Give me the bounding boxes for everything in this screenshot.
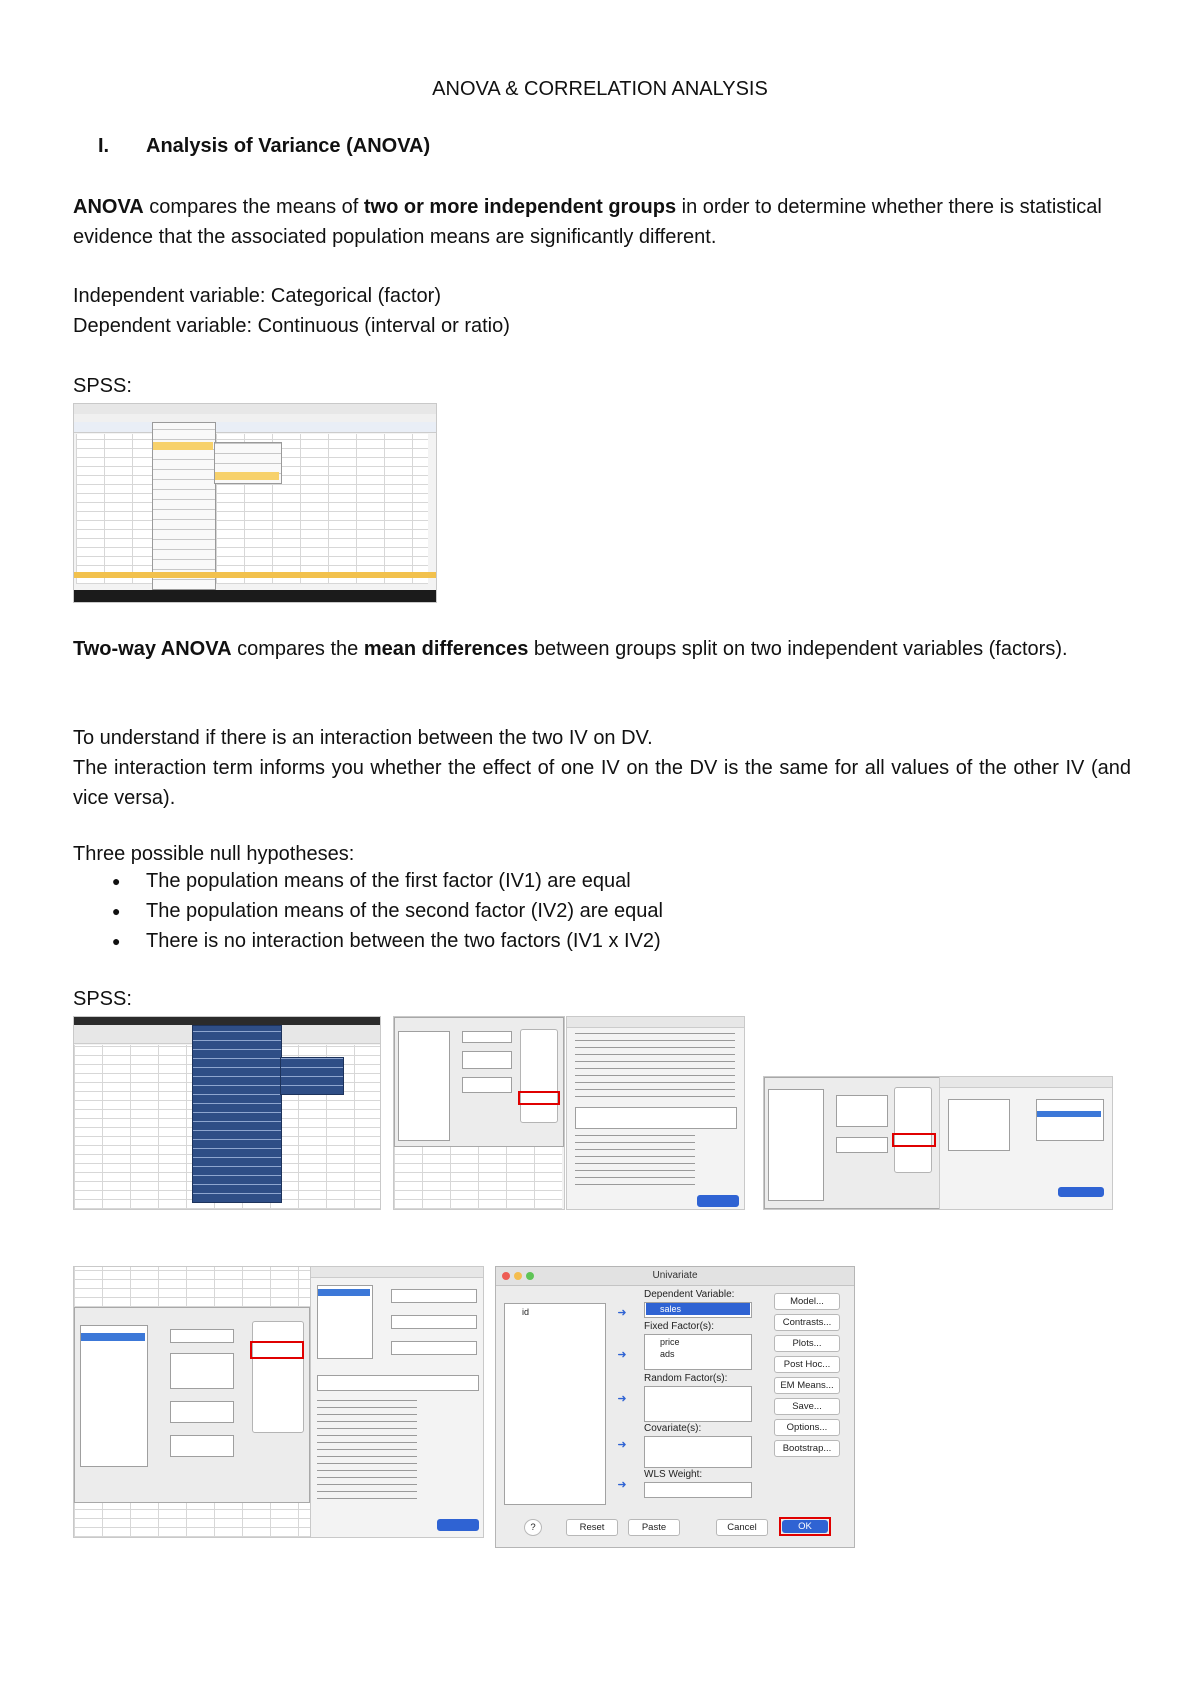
dependent-variable-label: Dependent Variable: <box>644 1289 735 1300</box>
section-number: I. <box>98 135 110 157</box>
spss-label-1: SPSS: <box>73 375 132 397</box>
contrasts-button[interactable]: Contrasts... <box>774 1314 840 1331</box>
ok-button[interactable]: OK <box>782 1520 828 1533</box>
section-heading <box>98 135 430 158</box>
spss-general-linear-model-menu-screenshot <box>73 1016 381 1210</box>
fixed-factor-item[interactable]: price <box>660 1337 680 1347</box>
anova-term: ANOVA <box>73 196 144 218</box>
interaction-intro-line: To understand if there is an interaction between the two IV on DV. <box>73 727 653 749</box>
wls-weight-label: WLS Weight: <box>644 1469 703 1480</box>
move-to-wls-arrow-icon[interactable]: ➜ <box>617 1479 627 1491</box>
fixed-factor-item[interactable]: ads <box>660 1349 675 1359</box>
help-button[interactable]: ? <box>524 1519 542 1536</box>
hypotheses-intro: Three possible null hypotheses: <box>73 843 355 865</box>
options-button[interactable]: Options... <box>774 1419 840 1436</box>
univariate-dialog <box>495 1266 855 1548</box>
hypotheses-list <box>100 866 663 956</box>
maximize-window-icon[interactable] <box>526 1272 534 1280</box>
spss-estimated-marginal-means-screenshot <box>939 1076 1113 1210</box>
paste-button[interactable]: Paste <box>628 1519 680 1536</box>
two-way-anova-term: Two-way ANOVA <box>73 638 232 660</box>
model-button[interactable]: Model... <box>774 1293 840 1310</box>
cancel-button[interactable]: Cancel <box>716 1519 768 1536</box>
p1-text-a: compares the means of <box>143 196 364 218</box>
p1-bold-b: two or more independent groups <box>363 196 677 218</box>
wls-weight-field[interactable] <box>644 1482 752 1498</box>
ok-highlight-box <box>779 1517 831 1536</box>
p2-bold-b: mean differences <box>363 638 529 660</box>
p2-text-a: compares the <box>231 638 364 660</box>
plots-button[interactable]: Plots... <box>774 1335 840 1352</box>
source-variable-item[interactable]: id <box>522 1307 530 1317</box>
spss-univariate-dialog-plots-button-screenshot <box>73 1266 311 1538</box>
move-to-fixed-factor-arrow-icon[interactable]: ➜ <box>617 1349 627 1361</box>
spss-options-dialog-screenshot <box>566 1016 745 1210</box>
p2-text-c: between groups split on two independent variables (factors). <box>528 638 1068 660</box>
hypothesis-item: ● There is no interaction between the two factors (IV1 x IV2) <box>100 926 663 956</box>
anova-definition-paragraph <box>73 192 1131 252</box>
spss-univariate-plots-dialog-screenshot <box>763 1076 941 1210</box>
spss-analyze-menu-screenshot <box>73 403 437 603</box>
post-hoc-button[interactable]: Post Hoc... <box>774 1356 840 1373</box>
random-factors-list[interactable] <box>644 1386 752 1422</box>
bootstrap-button[interactable]: Bootstrap... <box>774 1440 840 1457</box>
interaction-term-paragraph: The interaction term informs you whether the effect of one IV on the DV is the same for all values of the other IV (and vice versa). <box>73 757 1131 809</box>
spss-univariate-dialog-screenshot-small <box>393 1016 565 1210</box>
hypothesis-item: ● The population means of the second factor (IV2) are equal <box>100 896 663 926</box>
dependent-variable-value[interactable]: sales <box>646 1303 750 1315</box>
spss-profile-plots-dialog-screenshot <box>310 1266 484 1538</box>
section-heading-text: Analysis of Variance (ANOVA) <box>146 135 431 157</box>
dependent-variable-line: Dependent variable: Continuous (interval or ratio) <box>73 315 510 337</box>
save-button[interactable]: Save... <box>774 1398 840 1415</box>
move-to-dependent-arrow-icon[interactable]: ➜ <box>617 1307 627 1319</box>
source-variable-list[interactable] <box>504 1303 606 1505</box>
minimize-window-icon[interactable] <box>514 1272 522 1280</box>
covariates-list[interactable] <box>644 1436 752 1468</box>
document-title: ANOVA & CORRELATION ANALYSIS <box>432 78 768 100</box>
covariates-label: Covariate(s): <box>644 1423 702 1434</box>
fixed-factors-label: Fixed Factor(s): <box>644 1321 715 1332</box>
move-to-covariate-arrow-icon[interactable]: ➜ <box>617 1439 627 1451</box>
independent-variable-line: Independent variable: Categorical (factor) <box>73 285 441 307</box>
univariate-title: Univariate <box>496 1267 854 1286</box>
p1-text-c: in order to determine whether there is statistical evidence that the associated population means are significantly different. <box>73 196 1102 248</box>
two-way-anova-paragraph <box>73 634 1131 664</box>
random-factors-label: Random Factor(s): <box>644 1373 728 1384</box>
reset-button[interactable]: Reset <box>566 1519 618 1536</box>
em-means-button[interactable]: EM Means... <box>774 1377 840 1394</box>
spss-label-2: SPSS: <box>73 988 132 1010</box>
windows-taskbar <box>74 590 436 602</box>
move-to-random-factor-arrow-icon[interactable]: ➜ <box>617 1393 627 1405</box>
close-window-icon[interactable] <box>502 1272 510 1280</box>
hypothesis-item: ● The population means of the first factor (IV1) are equal <box>100 866 663 896</box>
